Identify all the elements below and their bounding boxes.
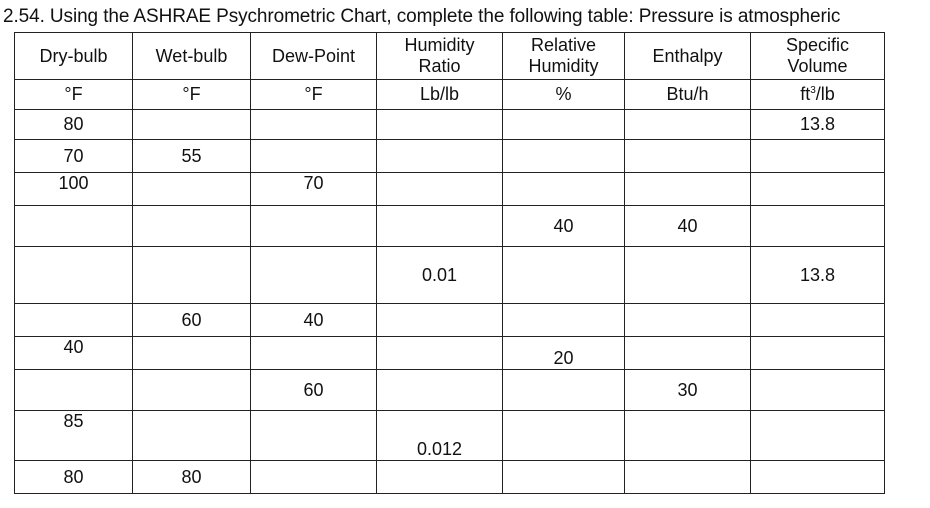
table-cell: [625, 461, 751, 494]
table-cell: [503, 110, 625, 140]
table-cell: [625, 337, 751, 370]
table-cell: 0.012: [377, 411, 503, 461]
header-specific-volume-line2: Volume: [787, 56, 848, 76]
table-cell: 40: [625, 206, 751, 247]
table-cell: [133, 411, 251, 461]
psychrometric-table: [14, 32, 885, 494]
header-dry-bulb: Dry-bulb: [15, 33, 133, 80]
table-cell: [15, 206, 133, 247]
table-cell: [377, 337, 503, 370]
header-humidity-ratio-line2: Ratio: [418, 56, 461, 76]
table-cell: 80: [15, 461, 133, 494]
table-cell: [625, 304, 751, 337]
table-cell: [751, 337, 885, 370]
table-cell: [133, 173, 251, 206]
table-cell: [751, 140, 885, 173]
table-cell: [15, 370, 133, 411]
table-cell: 40: [15, 337, 133, 370]
table-cell: [251, 110, 377, 140]
table-cell: 0.01: [377, 247, 503, 304]
table-row: [15, 206, 885, 247]
table-cell: [251, 247, 377, 304]
table-cell: [751, 173, 885, 206]
table-cell: [251, 140, 377, 173]
unit-volume-exp: 3: [810, 85, 816, 96]
table-cell: 40: [251, 304, 377, 337]
table-cell: [133, 370, 251, 411]
table-cell: [625, 247, 751, 304]
table-cell: 55: [133, 140, 251, 173]
header-dew-point: Dew-Point: [251, 33, 377, 80]
table-cell: [251, 206, 377, 247]
unit-dew-point: °F: [251, 80, 377, 110]
table-cell: 40: [503, 206, 625, 247]
table-cell: [133, 337, 251, 370]
header-humidity-ratio: [377, 33, 503, 80]
table-cell: [751, 370, 885, 411]
table-cell: 60: [133, 304, 251, 337]
units-row: [15, 80, 885, 110]
table-cell: [377, 206, 503, 247]
table-cell: [377, 304, 503, 337]
table-cell: [377, 370, 503, 411]
table-row: [15, 110, 885, 140]
header-humidity-ratio-line1: Humidity: [404, 35, 475, 55]
table-cell: [251, 411, 377, 461]
table-cell: [751, 461, 885, 494]
table-cell: 80: [133, 461, 251, 494]
table-cell: [751, 206, 885, 247]
table-cell: [251, 337, 377, 370]
table-row: [15, 173, 885, 206]
table-cell: [625, 140, 751, 173]
unit-volume-tail: /lb: [815, 84, 835, 104]
table-cell: [503, 411, 625, 461]
table-cell: 80: [15, 110, 133, 140]
table-cell: [377, 461, 503, 494]
table-cell: [377, 140, 503, 173]
table-row: [15, 337, 885, 370]
table-cell: 13.8: [751, 110, 885, 140]
table-row: [15, 304, 885, 337]
table-cell: [751, 411, 885, 461]
table-cell: [133, 247, 251, 304]
unit-specific-volume: [751, 80, 885, 110]
table-cell: [503, 304, 625, 337]
table-cell: [15, 304, 133, 337]
table-row: [15, 461, 885, 494]
table-cell: [503, 370, 625, 411]
table-cell: 100: [15, 173, 133, 206]
table-cell: 85: [15, 411, 133, 461]
table-cell: [377, 173, 503, 206]
table-cell: [133, 110, 251, 140]
table-cell: 13.8: [751, 247, 885, 304]
table-cell: [503, 173, 625, 206]
table-cell: [503, 461, 625, 494]
unit-relative-humidity: %: [503, 80, 625, 110]
table-cell: 60: [251, 370, 377, 411]
header-relative-humidity: [503, 33, 625, 80]
table-cell: [503, 140, 625, 173]
unit-volume-base: ft: [800, 84, 811, 104]
table-cell: [625, 173, 751, 206]
table-cell: 30: [625, 370, 751, 411]
table-cell: 20: [503, 337, 625, 370]
problem-title: 2.54. Using the ASHRAE Psychrometric Chart, complete the following table: Pressure is atmospheric: [3, 6, 841, 27]
table-cell: [377, 110, 503, 140]
header-row: [15, 33, 885, 80]
table-cell: [751, 304, 885, 337]
header-enthalpy: Enthalpy: [625, 33, 751, 80]
table-row: [15, 140, 885, 173]
table-cell: [625, 411, 751, 461]
header-relative-humidity-line2: Humidity: [528, 56, 599, 76]
header-wet-bulb: Wet-bulb: [133, 33, 251, 80]
table-cell: [251, 461, 377, 494]
table-cell: [625, 110, 751, 140]
header-specific-volume: [751, 33, 885, 80]
table-row: [15, 247, 885, 304]
unit-dry-bulb: °F: [15, 80, 133, 110]
table-cell: 70: [251, 173, 377, 206]
table-row: [15, 411, 885, 461]
header-specific-volume-line1: Specific: [785, 35, 850, 55]
unit-enthalpy: Btu/h: [625, 80, 751, 110]
unit-humidity-ratio: Lb/lb: [377, 80, 503, 110]
header-relative-humidity-line1: Relative: [530, 35, 597, 55]
table-cell: [503, 247, 625, 304]
table-cell: [133, 206, 251, 247]
table-row: [15, 370, 885, 411]
table-cell: [15, 247, 133, 304]
table-cell: 70: [15, 140, 133, 173]
unit-wet-bulb: °F: [133, 80, 251, 110]
